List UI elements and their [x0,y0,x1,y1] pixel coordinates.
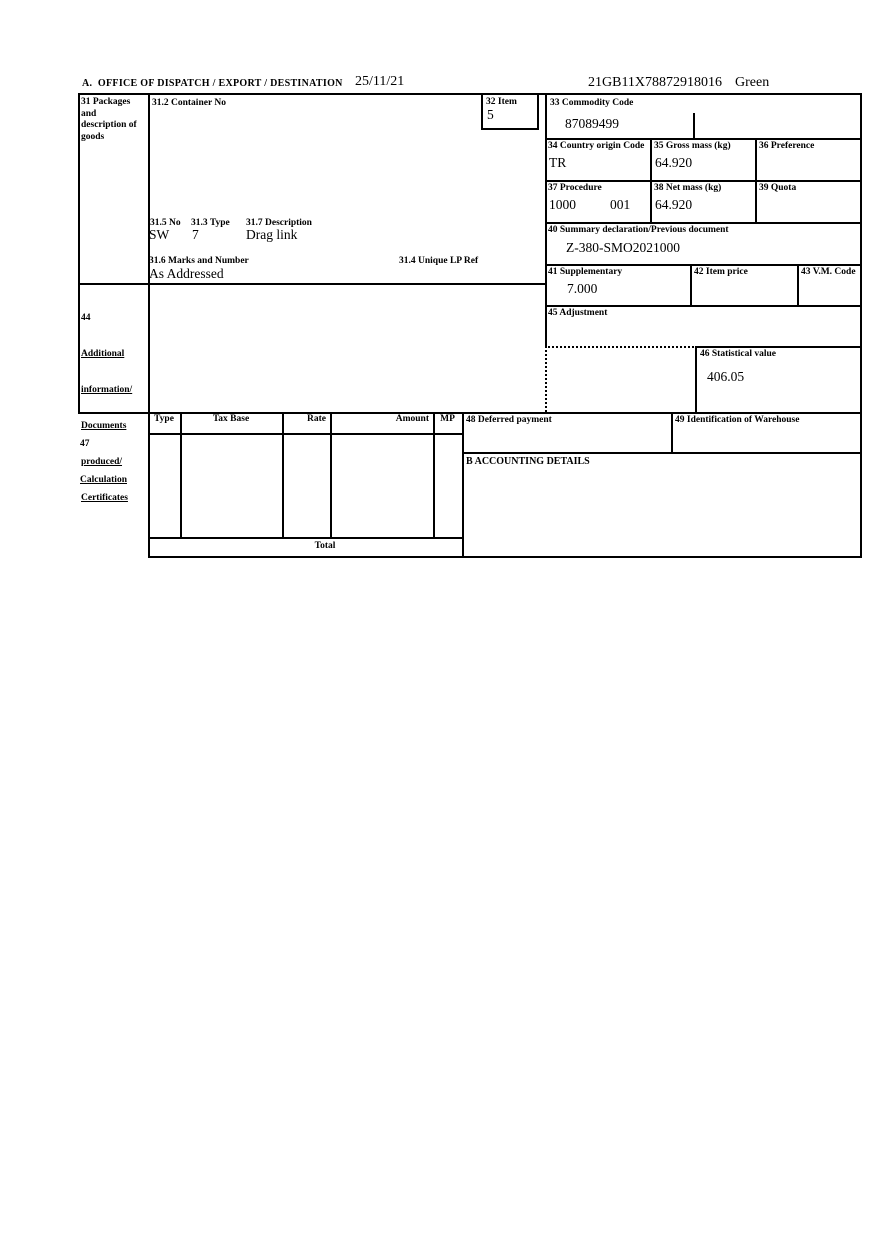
calculation-total-label: Total [314,541,336,551]
divider [860,93,862,558]
box31-3-value: 7 [192,227,199,242]
box38-value: 64.920 [655,197,693,212]
divider [148,556,862,558]
section-b-title: B ACCOUNTING DETAILS [466,456,590,467]
divider [755,138,757,222]
box31-4-label: 31.4 Unique LP Ref [399,256,479,266]
divider [148,537,464,539]
box35-label: 35 Gross mass (kg) [654,141,731,151]
box44-label-line: Additional [81,349,125,359]
box47-number: 47 [80,439,90,449]
divider [330,412,332,537]
box42-label: 42 Item price [694,267,748,277]
divider [545,180,862,182]
dotted-divider [545,346,697,348]
box33-value: 87089499 [565,116,619,131]
box47-label [80,414,127,510]
box31-6-value: As Addressed [149,266,224,281]
box40-label: 40 Summary declaration/Previous document [548,225,729,235]
box37-value-previous: 001 [610,197,631,212]
divider [462,412,464,558]
box41-label: 41 Supplementary [548,267,623,277]
divider [545,93,547,346]
box36-label: 36 Preference [759,141,815,151]
routing-indicator: Green [735,75,770,90]
box38-label: 38 Net mass (kg) [654,183,722,193]
divider [671,412,673,452]
box49-label: 49 Identification of Warehouse [675,415,800,425]
box32-value: 5 [487,107,494,122]
divider [433,412,435,537]
divider [78,93,862,95]
box31-6-label: 31.6 Marks and Number [149,256,249,266]
box44-label-line: information/ [81,385,133,395]
box34-value: TR [549,155,567,170]
divider [282,412,284,537]
box31-7-value: Drag link [246,227,298,242]
box43-label: 43 V.M. Code [801,267,856,277]
box37-value-requested: 1000 [549,197,576,212]
divider [481,128,539,130]
col-header-taxbase: Tax Base [212,414,250,424]
box44-label-line: Certificates [81,493,128,503]
box31-5-value: SW [149,227,170,242]
box31-3-label: 31.3 Type [191,218,230,228]
dotted-divider [545,346,547,412]
col-header-amount: Amount [395,414,429,424]
divider [690,264,692,305]
box44-label-line: produced/ [81,457,123,467]
box44-label-line: Documents [81,421,127,431]
divider [650,138,652,222]
divider [545,138,862,140]
box34-label: 34 Country origin Code [548,141,645,151]
divider [545,305,862,307]
divider [180,412,182,537]
divider [537,93,539,128]
box47-label-word: Calculation [80,475,127,485]
col-header-type: Type [154,414,174,424]
col-header-mp: MP [440,414,455,424]
divider [148,433,464,435]
box39-label: 39 Quota [759,183,797,193]
divider [462,452,862,454]
divider [148,93,150,558]
commodity-code-subdivision-mark [693,113,695,138]
divider [78,93,80,412]
box32-label: 32 Item [486,97,517,107]
acceptance-date: 25/11/21 [355,74,405,89]
divider [695,346,697,412]
box31-label: 31 Packages and description of goods [81,97,137,142]
box45-label: 45 Adjustment [548,308,608,318]
box31-5-label: 31.5 No [150,218,181,228]
box46-label: 46 Statistical value [700,349,776,359]
divider [695,346,862,348]
box37-label: 37 Procedure [548,183,602,193]
box35-value: 64.920 [655,155,693,170]
box44-number: 44 [81,313,91,323]
box33-label: 33 Commodity Code [550,98,634,108]
divider [481,93,483,128]
box31-2-label: 31.2 Container No [152,98,226,108]
box41-value: 7.000 [567,281,598,296]
col-header-rate: Rate [307,414,326,424]
box31-7-label: 31.7 Description [246,218,312,228]
divider [545,222,862,224]
box40-value: Z-380-SMO2021000 [566,240,680,255]
divider [545,264,862,266]
section-a-title: A. OFFICE OF DISPATCH / EXPORT / DESTINATION [82,78,343,89]
box48-label: 48 Deferred payment [466,415,552,425]
movement-reference-number: 21GB11X78872918016 [588,75,723,90]
box46-value: 406.05 [707,369,745,384]
divider [797,264,799,305]
